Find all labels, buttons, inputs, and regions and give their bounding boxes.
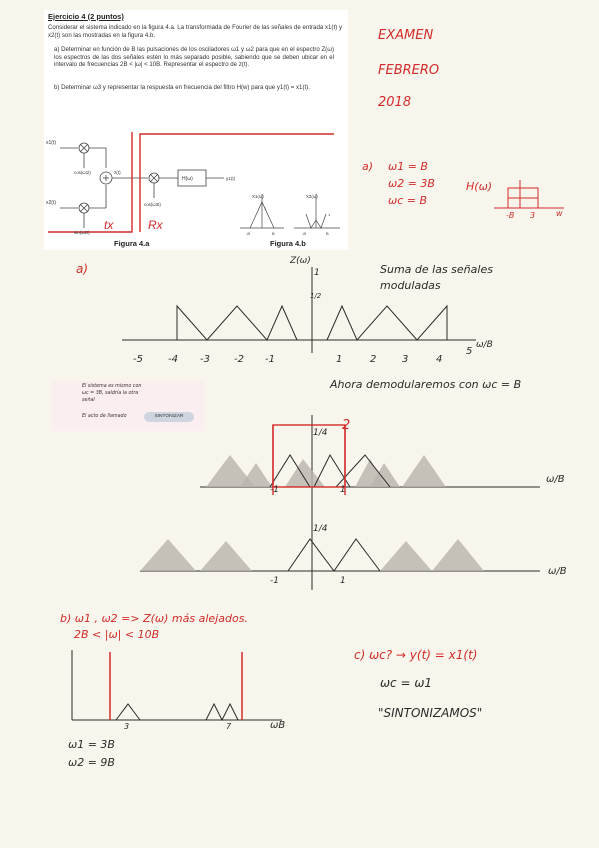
demod-tick-neg1-top: -1 <box>270 485 279 495</box>
diagram-sin2-label: sin(ω2t) <box>74 230 90 235</box>
z-half-label: 1/2 <box>310 292 322 300</box>
answer-wc: ωc = B <box>388 194 428 207</box>
diagram-cos1-label: cos(ω1t) <box>74 170 91 175</box>
z-tick-n1: -1 <box>265 354 275 365</box>
section-b-axis: ωB <box>270 720 286 731</box>
demod-note: Ahora demodularemos con ωc = B <box>330 378 522 391</box>
demod-tick-1-top: 1 <box>340 485 346 495</box>
figure-4b-caption: Figura 4.b <box>270 239 306 248</box>
answer-w1: ω1 = B <box>388 160 428 173</box>
demod-quarter-top: 1/4 <box>313 428 328 438</box>
diagram-x1-label: x1(t) <box>46 140 56 146</box>
z-spectrum-plot <box>120 265 490 355</box>
problem-title: Ejercicio 4 (2 puntos) <box>48 12 124 21</box>
fig-b-negB-1: -B <box>246 231 250 236</box>
z-xaxis-label: ω/B <box>476 340 493 350</box>
header-examen: EXAMEN <box>378 28 434 43</box>
demod-tick-neg1-bottom: -1 <box>270 576 279 586</box>
fig-b-B-1: B <box>272 231 275 236</box>
z-tick-1: 1 <box>336 354 343 365</box>
demod-box-label: 2 <box>342 418 351 433</box>
sticky-line-3: señal <box>82 398 95 403</box>
filter-tick-B: 3 <box>530 211 536 220</box>
diagram-x2-label: x2(t) <box>46 200 56 206</box>
demod-axis-top: ω/B <box>546 474 565 485</box>
problem-card <box>44 10 348 250</box>
demod-quarter-bottom: 1/4 <box>313 524 328 534</box>
z-tick-n3: -3 <box>200 354 210 365</box>
section-b-line1: b) ω1 , ω2 => Z(ω) más alejados. <box>60 612 248 625</box>
diagram-cos3-label: cos(ω3t) <box>144 202 161 207</box>
answer-hw-label: H(ω) <box>466 180 493 193</box>
fig-b-negB-2: -B <box>302 231 306 236</box>
section-b-line2: 2B < |ω| < 10B <box>74 628 160 641</box>
filter-axis-w: w <box>556 209 563 218</box>
z-tick-2: 2 <box>370 354 377 365</box>
demod-axis-bottom: ω/B <box>548 566 567 577</box>
header-febrero: FEBRERO <box>378 63 440 78</box>
z-tick-n2: -2 <box>234 354 244 365</box>
sintonizar-pill: SINTONIZAR <box>144 412 194 422</box>
answer-w2: ω2 = 3B <box>388 177 435 190</box>
section-c-line3: "SINTONIZAMOS" <box>378 706 483 720</box>
z-tick-n4: -4 <box>168 354 178 365</box>
diagram-hw-label: H(ω) <box>182 176 193 182</box>
figure-4a-caption: Figura 4.a <box>114 239 150 248</box>
section-b-plot <box>60 650 290 735</box>
problem-part-b: b) Determinar ω3 y representar la respuesta en frecuencia del filtro H(w) para que y1(t) = x1(t). <box>54 84 310 91</box>
z-tick-5: 5 <box>466 346 473 357</box>
diagram-tx-label: tx <box>104 218 114 232</box>
sticky-line-1: El sistema es mismo con <box>82 384 142 389</box>
z-tick-n5: -5 <box>133 354 143 365</box>
answer-a-label: a) <box>362 160 374 173</box>
sticky-line-2: ωc = 3B, saldría la otra <box>82 391 139 396</box>
fig-b-X2-label: X2(ω) <box>306 194 318 199</box>
header-year: 2018 <box>378 95 412 110</box>
problem-part-a: a) Determinar en función de B las pulsaciones de los osciladores ω1 y ω2 para que en el espectro Z(ω) los espectros de las dos señales estén lo más separado posible, sabiendo que se deben ubicar en el intervalo de frecuencias 2B < |ω| < 10B. Representar el espectro de z(t). <box>54 46 334 69</box>
sticky-line-4: El acto de llamado <box>82 414 127 419</box>
section-b-tick-7: 7 <box>226 722 232 731</box>
filter-tick-negB: -B <box>506 211 515 220</box>
z-tick-4: 4 <box>436 354 443 365</box>
problem-intro: Considerar el sistema indicado en la figura 4.a. La transformada de Fourier de las señales de entrada x1(t) y x2(t) son las mostradas en la figura 4.b. <box>48 24 342 39</box>
fig-b-one-1: 1 <box>264 206 267 211</box>
demod-tick-1-bottom: 1 <box>340 576 346 586</box>
section-a-label: a) <box>76 262 89 276</box>
fig-b-X1-label: X1(ω) <box>252 194 264 199</box>
section-c-line2: ωc = ω1 <box>380 676 433 690</box>
fig-b-B-2: B <box>326 231 329 236</box>
z-tick-3: 3 <box>402 354 409 365</box>
z-axis-label: Z(ω) <box>290 256 311 266</box>
section-b-w2: ω2 = 9B <box>68 756 115 769</box>
diagram-yt-label: y1(t) <box>226 176 236 181</box>
diagram-zt-label: z(t) <box>114 170 121 175</box>
sum-note: Suma de las señales moduladas <box>380 263 493 292</box>
diagram-rx-label: Rx <box>148 218 163 232</box>
section-c-line1: c) ωc? → y(t) = x1(t) <box>354 648 478 662</box>
fig-b-one-2: 1 <box>328 212 331 217</box>
z-peak-label: 1 <box>314 268 320 278</box>
section-b-tick-3: 3 <box>124 722 130 731</box>
section-b-w1: ω1 = 3B <box>68 738 115 751</box>
demod-plot <box>140 415 540 590</box>
block-diagram <box>44 128 348 238</box>
